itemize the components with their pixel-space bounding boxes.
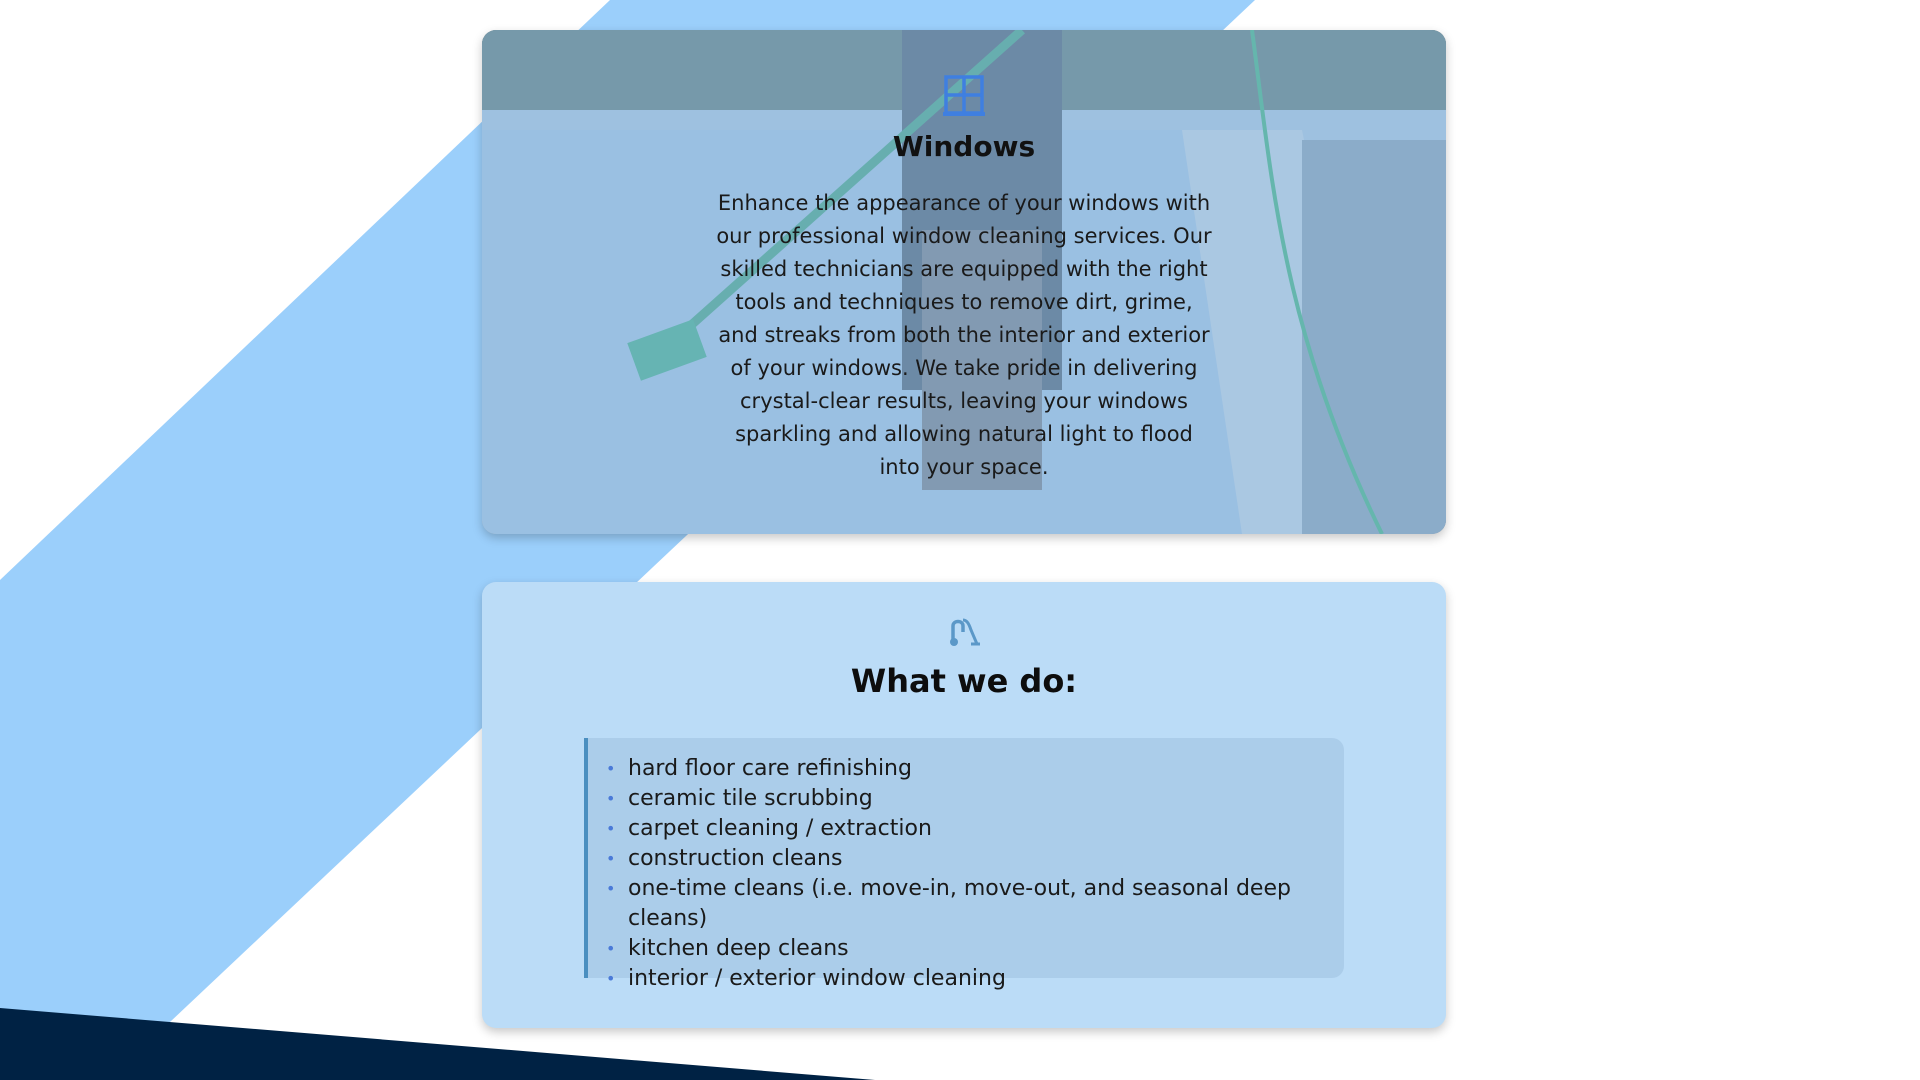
windows-service-card xyxy=(482,30,1446,534)
bullet-icon: • xyxy=(606,969,616,988)
bullet-icon: • xyxy=(606,879,616,898)
list-item xyxy=(606,874,1344,934)
bullet-icon: • xyxy=(606,849,616,868)
list-item-text: carpet cleaning / extraction xyxy=(628,816,932,841)
windows-title: Windows xyxy=(892,130,1036,163)
list-item-text: ceramic tile scrubbing xyxy=(628,786,873,811)
list-item xyxy=(606,964,1344,994)
vacuum-icon xyxy=(947,614,981,648)
list-item-text: one-time cleans (i.e. move-in, move-out, and seasonal deep cleans) xyxy=(628,876,1291,931)
windows-description: Enhance the appearance of your windows with our professional window cleaning services. Our skilled technicians are equipped with the right tools and techniques to remove dirt, grime, and streaks from both the interior and exterior of your windows. We take pride in delivering crystal-clear results, leaving your windows sparkling and allowing natural light to flood into your space. xyxy=(716,191,1212,479)
bullet-icon: • xyxy=(606,939,616,958)
window-icon xyxy=(943,74,985,116)
list-item-text: hard floor care refinishing xyxy=(628,756,912,781)
windows-card-content xyxy=(482,74,1446,484)
services-title: What we do: xyxy=(850,662,1078,700)
list-item xyxy=(606,784,1344,814)
bullet-icon: • xyxy=(606,819,616,838)
list-item-text: interior / exterior window cleaning xyxy=(628,966,1006,991)
services-list-box xyxy=(584,738,1344,991)
bullet-icon: • xyxy=(606,759,616,778)
list-item xyxy=(606,844,1344,874)
list-item xyxy=(606,934,1344,964)
list-item-text: kitchen deep cleans xyxy=(628,936,849,961)
services-card-content xyxy=(482,614,1446,700)
services-card xyxy=(482,582,1446,1028)
services-list xyxy=(588,738,1344,994)
list-item xyxy=(606,814,1344,844)
bullet-icon: • xyxy=(606,789,616,808)
list-item-text: construction cleans xyxy=(628,846,843,871)
list-item xyxy=(606,754,1344,784)
